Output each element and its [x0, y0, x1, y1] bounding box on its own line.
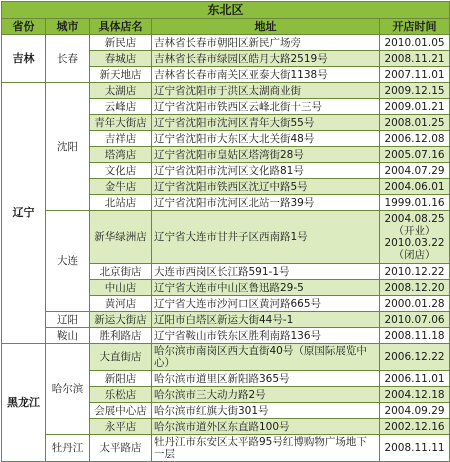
title-row — [2, 2, 450, 19]
region-title: 东北区 — [2, 2, 450, 19]
table-row — [2, 312, 450, 328]
province-cell: 吉林 — [2, 35, 46, 83]
city-cell: 大连 — [46, 211, 90, 312]
store-name-cell: 新民店 — [90, 35, 152, 51]
open-date-cell: 2002.12.16 — [380, 419, 450, 435]
address-cell: 吉林省长春市绿园区皓月大路2519号 — [152, 51, 380, 67]
open-date-cell: 2000.01.28 — [380, 296, 450, 312]
city-cell: 牡丹江 — [46, 435, 90, 462]
header-address: 地址 — [152, 19, 380, 35]
store-name-cell: 太平路店 — [90, 435, 152, 462]
address-cell: 辽宁省沈阳市皇姑区塔湾街28号 — [152, 147, 380, 163]
address-cell: 辽宁省鞍山市铁东区胜利南路136号 — [152, 328, 380, 344]
city-cell: 长春 — [46, 35, 90, 83]
city-cell: 哈尔滨 — [46, 344, 90, 435]
address-cell: 辽宁省沈阳市沈河区北站一路39号 — [152, 195, 380, 211]
address-cell: 牡丹江市东安区太平路95号红博购物广场地下一层 — [152, 435, 380, 462]
address-cell: 吉林省长春市南关区亚泰大街1138号 — [152, 67, 380, 83]
store-name-cell: 会展中心店 — [90, 403, 152, 419]
open-date-cell: 2004.09.29 — [380, 403, 450, 419]
address-cell: 辽宁省大连市沙河口区黄河路665号 — [152, 296, 380, 312]
address-cell: 吉林省长春市朝阳区新民广场旁 — [152, 35, 380, 51]
open-date-cell: 2008.11.18 — [380, 328, 450, 344]
store-name-cell: 乐松店 — [90, 387, 152, 403]
address-cell: 辽宁省大连市甘井子区西南路1号 — [152, 211, 380, 264]
header-row — [2, 19, 450, 35]
address-cell: 辽宁省沈阳市大东区大北关街48号 — [152, 131, 380, 147]
open-date-cell: 2004.12.18 — [380, 387, 450, 403]
store-name-cell: 云峰店 — [90, 99, 152, 115]
city-cell: 辽阳 — [46, 312, 90, 328]
table-row — [2, 35, 450, 51]
store-name-cell: 北站店 — [90, 195, 152, 211]
open-date-cell: 2006.12.22 — [380, 344, 450, 371]
city-cell: 沈阳 — [46, 83, 90, 211]
table-row — [2, 328, 450, 344]
address-cell: 哈尔滨市道里区新阳路365号 — [152, 371, 380, 387]
store-name-cell: 胜利路店 — [90, 328, 152, 344]
store-name-cell: 青年大街店 — [90, 115, 152, 131]
store-name-cell: 太湖店 — [90, 83, 152, 99]
address-cell: 辽阳市白塔区新运大街44号-1 — [152, 312, 380, 328]
header-date: 开店时间 — [380, 19, 450, 35]
store-table — [1, 1, 450, 462]
address-cell: 哈尔滨市南岗区西大直街40号（原国际展览中心） — [152, 344, 380, 371]
open-date-cell: 2006.12.08 — [380, 131, 450, 147]
store-name-cell: 文化店 — [90, 163, 152, 179]
address-cell: 辽宁省大连市中山区鲁迅路29-5 — [152, 280, 380, 296]
open-date-cell: 2009.12.15 — [380, 83, 450, 99]
address-cell: 哈尔滨市三大动力路2号 — [152, 387, 380, 403]
open-date-cell: 2004.08.25 （开业） 2010.03.22 （闭店） — [380, 211, 450, 264]
header-city: 城市 — [46, 19, 90, 35]
store-name-cell: 永平店 — [90, 419, 152, 435]
open-date-cell: 2008.12.20 — [380, 280, 450, 296]
address-cell: 辽宁省沈阳市于洪区太湖商业街 — [152, 83, 380, 99]
open-date-cell: 2010.12.22 — [380, 264, 450, 280]
open-date-cell: 2005.07.16 — [380, 147, 450, 163]
table-row — [2, 83, 450, 99]
address-cell: 辽宁省沈阳市沈河区文化路81号 — [152, 163, 380, 179]
store-name-cell: 大直街店 — [90, 344, 152, 371]
open-date-cell: 2006.11.01 — [380, 371, 450, 387]
table-body — [2, 35, 450, 462]
address-cell: 辽宁省沈阳市沈河区青年大街55号 — [152, 115, 380, 131]
open-date-cell: 1999.01.16 — [380, 195, 450, 211]
address-cell: 辽宁省沈阳市铁西区沈辽中路5号 — [152, 179, 380, 195]
store-name-cell: 新天地店 — [90, 67, 152, 83]
store-name-cell: 黄河店 — [90, 296, 152, 312]
address-cell: 哈尔滨市道外区东直路100号 — [152, 419, 380, 435]
store-name-cell: 新阳店 — [90, 371, 152, 387]
store-name-cell: 新运大街店 — [90, 312, 152, 328]
store-name-cell: 北京街店 — [90, 264, 152, 280]
store-name-cell: 新华绿洲店 — [90, 211, 152, 264]
open-date-cell: 2008.01.25 — [380, 115, 450, 131]
table-row — [2, 211, 450, 264]
address-cell: 大连市西岗区长江路591-1号 — [152, 264, 380, 280]
open-date-cell: 2004.07.29 — [380, 163, 450, 179]
address-cell: 哈尔滨市红旗大街301号 — [152, 403, 380, 419]
open-date-cell: 2008.11.11 — [380, 435, 450, 462]
table-row — [2, 435, 450, 462]
store-name-cell: 塔湾店 — [90, 147, 152, 163]
open-date-cell: 2009.01.21 — [380, 99, 450, 115]
open-date-cell: 2004.06.01 — [380, 179, 450, 195]
store-name-cell: 中山店 — [90, 280, 152, 296]
header-province: 省份 — [2, 19, 46, 35]
header-store: 具体店名 — [90, 19, 152, 35]
address-cell: 辽宁省沈阳市铁西区云峰北街十三号 — [152, 99, 380, 115]
open-date-cell: 2010.01.05 — [380, 35, 450, 51]
open-date-cell: 2010.07.06 — [380, 312, 450, 328]
table-row — [2, 344, 450, 371]
store-name-cell: 金牛店 — [90, 179, 152, 195]
store-name-cell: 春城店 — [90, 51, 152, 67]
store-name-cell: 吉祥店 — [90, 131, 152, 147]
open-date-cell: 2008.11.21 — [380, 51, 450, 67]
city-cell: 鞍山 — [46, 328, 90, 344]
province-cell: 黑龙江 — [2, 344, 46, 462]
open-date-cell: 2007.11.01 — [380, 67, 450, 83]
province-cell: 辽宁 — [2, 83, 46, 344]
